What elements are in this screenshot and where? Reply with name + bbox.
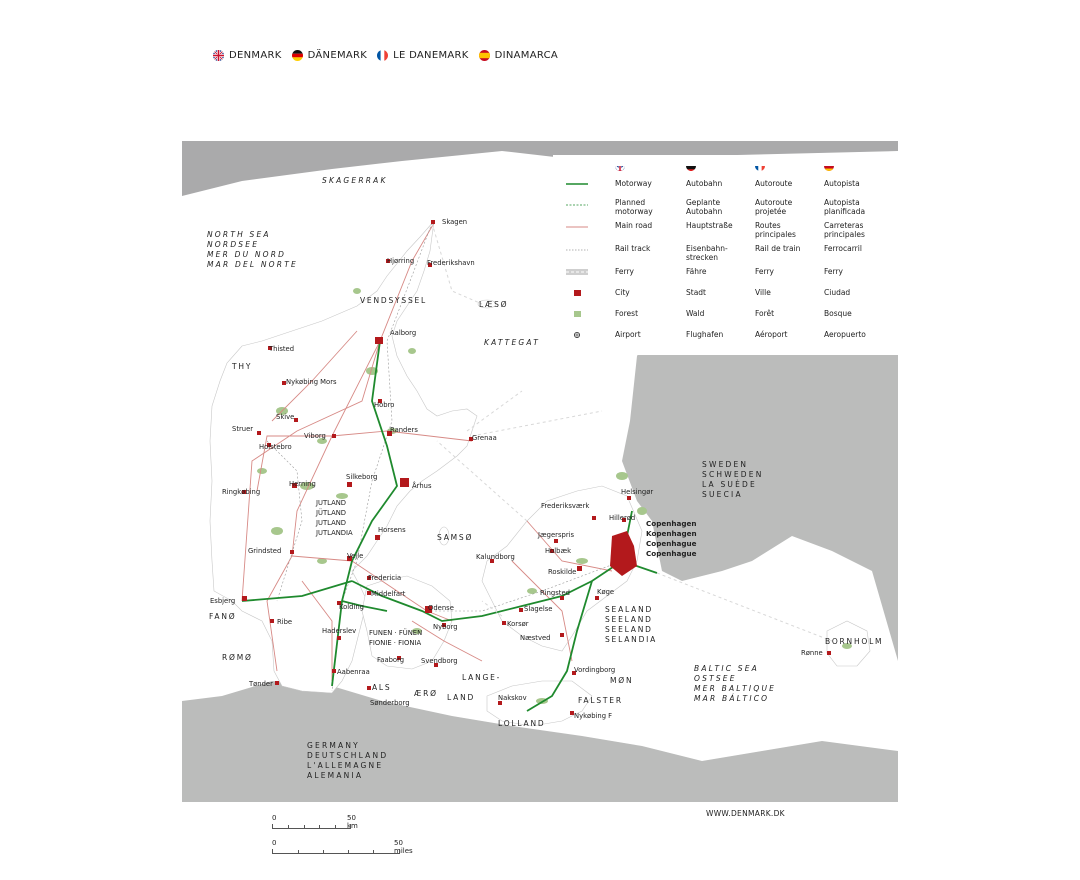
city-label: Middelfart — [371, 590, 406, 598]
city-label: Skive — [276, 413, 295, 421]
als-label: ALS — [372, 683, 392, 692]
legend-label: City — [615, 288, 630, 297]
city-label: Esbjerg — [210, 597, 236, 605]
legend-label: Ferry — [824, 267, 843, 276]
french-flag-icon — [755, 161, 765, 171]
legend-label: Motorway — [615, 179, 652, 188]
north-sea-label: NORDSEE — [207, 240, 260, 249]
kattegat-label: KATTEGAT — [484, 338, 540, 347]
baltic-label: MER BALTIQUE — [694, 684, 777, 693]
legend-label: Ville — [755, 288, 771, 297]
city-label: Svendborg — [421, 657, 458, 665]
legend-label: Flughafen — [686, 330, 724, 339]
legend-label: Wald — [686, 309, 705, 318]
city-label: Horsens — [378, 526, 406, 534]
legend-label: Planned motorway — [615, 198, 653, 216]
map-legend — [553, 155, 898, 355]
miles-scale-line — [272, 849, 400, 854]
scale-km-label: 50 km — [347, 814, 358, 830]
city-label: Næstved — [520, 634, 551, 642]
german-flag-icon — [292, 50, 303, 61]
langeland-label: LANGE- — [462, 673, 502, 682]
city-label: Helsingør — [621, 488, 654, 496]
falster-label: FALSTER — [578, 696, 623, 705]
romo-label: RØMØ — [222, 653, 253, 662]
scale-miles-label: 50 miles — [394, 839, 413, 855]
city-symbol — [566, 288, 588, 298]
legend-label: Autobahn — [686, 179, 723, 188]
funen-label: FIONIE · FIONIA — [369, 639, 422, 647]
lang-spanish — [479, 50, 558, 61]
lang-label: DINAMARCA — [494, 50, 559, 61]
north-sea-label: MER DU NORD — [207, 250, 287, 259]
langeland-label: LAND — [447, 693, 476, 702]
city-label: Århus — [412, 482, 432, 490]
city-label: Aabenraa — [337, 668, 370, 676]
legend-label: Stadt — [686, 288, 706, 297]
thy-label: THY — [232, 362, 253, 371]
city-label: Faaborg — [377, 656, 405, 664]
airport-icon — [566, 330, 588, 340]
jutland-label: JÜTLAND — [316, 509, 347, 517]
city-label: Roskilde — [548, 568, 577, 576]
germany-label: GERMANY — [307, 741, 360, 750]
north-sea-label: NORTH SEA — [207, 230, 271, 239]
scale-zero: 0 — [272, 839, 277, 847]
city-label: Nyborg — [433, 623, 458, 631]
legend-label: Autopista — [824, 179, 860, 188]
city-label: Holstebro — [259, 443, 292, 451]
bornholm-label: BORNHOLM — [825, 637, 884, 646]
city-label: Kalundborg — [476, 553, 515, 561]
legend-label: Airport — [615, 330, 641, 339]
planned-motorway-symbol — [566, 200, 588, 210]
main-road-symbol — [566, 222, 588, 232]
legend-label: Autopista planificada — [824, 198, 866, 216]
city-label: Ribe — [277, 618, 293, 626]
website-link[interactable]: WWW.DENMARK.DK — [706, 809, 785, 818]
jutland-label: JUTLAND — [316, 499, 347, 507]
vendsyssel-label: VENDSYSSEL — [360, 296, 428, 305]
lang-label: LE DANEMARK — [393, 50, 469, 61]
mon-label: MØN — [610, 676, 634, 685]
city-label: Ringkøbing — [222, 488, 261, 496]
city-label: Haderslev — [322, 627, 357, 635]
city-label: Hobro — [374, 401, 395, 409]
legend-label: Aeropuerto — [824, 330, 866, 339]
legend-label: Hauptstraße — [686, 221, 733, 230]
germany-label: ALEMANIA — [307, 771, 364, 780]
city-label: Hjørring — [387, 257, 415, 265]
skagerrak-label: SKAGERRAK — [322, 176, 388, 185]
legend-label: Carreteras principales — [824, 221, 865, 239]
lang-label: DÄNEMARK — [307, 50, 368, 61]
city-label: Viborg — [304, 432, 326, 440]
sealand-label: SEELAND — [605, 615, 653, 624]
sweden-label: SUECIA — [702, 490, 743, 499]
legend-label: Forest — [615, 309, 639, 318]
legend-label: Autoroute projetée — [755, 198, 793, 216]
city-label: Grenaa — [472, 434, 497, 442]
city-label: Ringsted — [540, 589, 570, 597]
sweden-label: LA SUÈDE — [702, 480, 757, 489]
motorway-symbol — [566, 179, 588, 189]
capital-labels — [646, 519, 697, 558]
uk-flag-icon — [615, 161, 625, 171]
city-label: Thisted — [269, 345, 295, 353]
city-label: Skagen — [442, 218, 468, 226]
legend-label: Ferrocarril — [824, 244, 862, 253]
city-label: Frederiksværk — [541, 502, 590, 510]
jutland-label: JUTLAND — [316, 519, 347, 527]
germany-label: DEUTSCHLAND — [307, 751, 389, 760]
city-label: Holbæk — [545, 547, 572, 555]
legend-label: Eisenbahn-strecken — [686, 244, 728, 262]
sweden-label: SWEDEN — [702, 460, 749, 469]
city-label: Kolding — [339, 603, 364, 611]
north-sea-label: MAR DEL NORTE — [207, 260, 298, 269]
city-label: Aalborg — [390, 329, 417, 337]
city-label: Grindsted — [248, 547, 282, 555]
city-label: Slagelse — [524, 605, 553, 613]
city-label: Korsør — [507, 620, 529, 628]
lang-french — [377, 50, 469, 61]
lang-label: DENMARK — [229, 50, 282, 61]
city-label: Jægerspris — [538, 531, 575, 539]
legend-label: Routes principales — [755, 221, 796, 239]
jutland-label: JUTLANDIA — [316, 529, 353, 537]
city-label: Randers — [390, 426, 418, 434]
lang-denmark — [213, 50, 282, 61]
legend-label: Geplante Autobahn — [686, 198, 723, 216]
legend-label: Main road — [615, 221, 653, 230]
city-label: Vejle — [347, 552, 364, 560]
uk-flag-icon — [213, 50, 224, 61]
legend-label: Aéroport — [755, 330, 788, 339]
rail-symbol — [566, 245, 588, 255]
legend-label: Ferry — [755, 267, 774, 276]
french-flag-icon — [377, 50, 388, 61]
legend-label: Rail track — [615, 244, 651, 253]
capital-label: Copenhague — [646, 539, 697, 548]
laeso-label: LÆSØ — [479, 300, 509, 309]
capital-label: Kopenhagen — [646, 529, 697, 538]
city-label: Nykøbing F — [574, 712, 613, 720]
ferry-symbol — [566, 267, 588, 277]
spanish-flag-icon — [824, 161, 834, 171]
km-scale-line — [272, 824, 351, 829]
samso-label: SAMSØ — [437, 533, 474, 542]
legend-label: Autoroute — [755, 179, 793, 188]
germany-label: L'ALLEMAGNE — [307, 761, 384, 770]
sealand-label: SELANDIA — [605, 635, 658, 644]
funen-label: FUNEN · FÜNEN — [369, 629, 423, 637]
city-label: Nakskov — [498, 694, 527, 702]
forest-symbol — [566, 309, 588, 319]
fano-label: FANØ — [209, 612, 237, 621]
baltic-label: MAR BÁLTICO — [694, 694, 770, 703]
legend-label: Ciudad — [824, 288, 851, 297]
legend-label: Forêt — [755, 309, 775, 318]
legend-label: Fähre — [686, 267, 707, 276]
legend-label: Bosque — [824, 309, 852, 318]
city-label: Vordingborg — [574, 666, 616, 674]
baltic-label: BALTIC SEA — [694, 664, 759, 673]
legend-label: Rail de train — [755, 244, 801, 253]
capital-label: Copenhagen — [646, 519, 697, 528]
city-label: Frederikshavn — [427, 259, 475, 267]
city-label: Herning — [289, 480, 316, 488]
sealand-label: SEELAND — [605, 625, 653, 634]
city-label: Rønne — [801, 649, 823, 657]
city-label: Struer — [232, 425, 254, 433]
city-label: Fredericia — [368, 574, 402, 582]
city-label: Nykøbing Mors — [286, 378, 337, 386]
aero-label: ÆRØ — [414, 689, 438, 698]
capital-label: Copenhague — [646, 549, 697, 558]
baltic-label: OSTSEE — [694, 674, 737, 683]
sealand-label: SEALAND — [605, 605, 654, 614]
spanish-flag-icon — [479, 50, 490, 61]
lang-german — [292, 50, 368, 61]
german-flag-icon — [686, 161, 696, 171]
scale-zero: 0 — [272, 814, 277, 822]
lolland-label: LOLLAND — [498, 719, 546, 728]
sweden-label: SCHWEDEN — [702, 470, 764, 479]
city-label: Silkeborg — [346, 473, 378, 481]
language-header — [213, 50, 558, 61]
legend-label: Ferry — [615, 267, 634, 276]
city-label: Hillerød — [609, 514, 636, 522]
city-label: Sønderborg — [370, 699, 410, 707]
city-label: Køge — [597, 588, 615, 596]
city-label: Tønder — [249, 680, 273, 688]
city-label: Odense — [428, 604, 454, 612]
